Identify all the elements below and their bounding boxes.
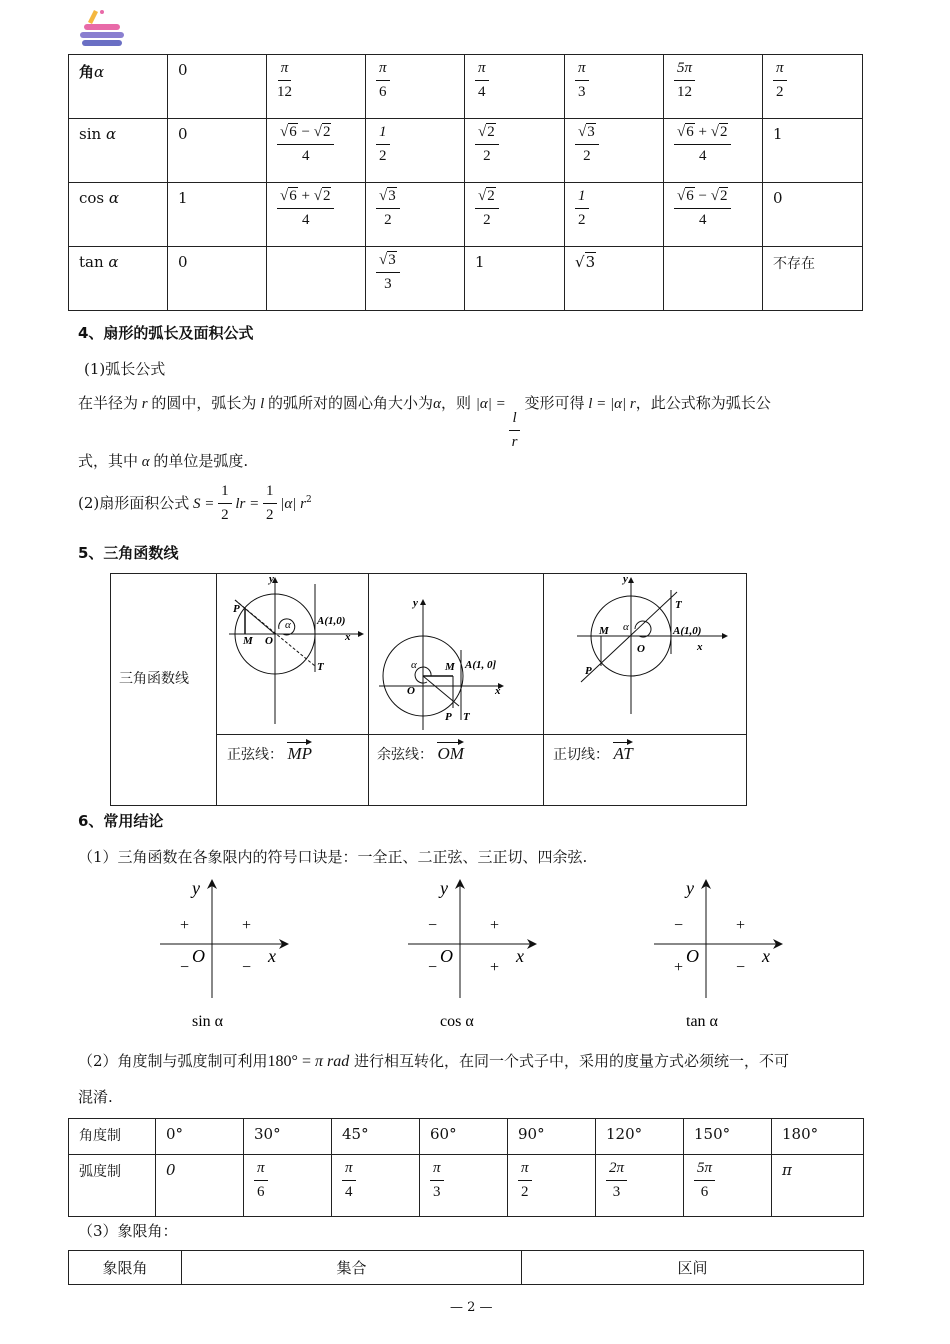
quadrant-angle-label: （3）象限角： (78, 1222, 178, 1240)
sin-quadrant-diagram (160, 878, 288, 1030)
trig-lines-row-label: 三角函数线 (119, 671, 189, 687)
table-cell: 30° (244, 1119, 332, 1155)
table-cell: $\frac{\pi}{4}$ (332, 1155, 420, 1217)
svg-text:x: x (697, 641, 703, 653)
table-cell: $\frac{\pi}{12}$ (267, 55, 366, 119)
conversion-text-2: 混淆. (78, 1088, 113, 1106)
table-cell: $\frac{\pi}{2}$ (763, 55, 863, 119)
trig-lines-table (110, 573, 747, 806)
svg-text:α: α (411, 659, 417, 671)
table-cell: 不存在 (763, 247, 863, 311)
section-4-title: 4、扇形的弧长及面积公式 (78, 324, 254, 342)
row-label: sin α (69, 119, 168, 183)
section-4-sub1: (1)弧长公式 (84, 360, 166, 378)
table-cell: $\frac{1}{2}$ (565, 183, 664, 247)
svg-text:α: α (285, 619, 291, 631)
svg-text:tan α: tan α (686, 1013, 718, 1030)
svg-text:+: + (490, 917, 500, 934)
header-quadrant-angle: 象限角 (69, 1251, 182, 1285)
header-interval: 区间 (522, 1251, 864, 1285)
row-label: 弧度制 (69, 1155, 156, 1217)
row-label: cos α (69, 183, 168, 247)
table-cell: $\frac{1}{2}$ (366, 119, 465, 183)
svg-text:A(1, 0]: A(1, 0] (465, 659, 497, 671)
svg-text:+: + (490, 959, 500, 976)
table-cell: 0 (168, 247, 267, 311)
svg-text:y: y (623, 574, 628, 585)
svg-text:+: + (242, 917, 252, 934)
page-number: — 2 — (450, 1300, 493, 1315)
table-cell: $\frac{\pi}{3}$ (420, 1155, 508, 1217)
table-cell: $\frac{√2}{2}$ (465, 183, 565, 247)
arc-length-paragraph: 在半径为 r 的圆中，弧长为 l 的弧所对的圆心角大小为α，则 |α| = $\frac{l}{r}$ 变形可得 l = |α| r，此公式称为弧长公 (78, 394, 771, 450)
table-cell: $\frac{\pi}{6}$ (366, 55, 465, 119)
section-6-title: 6、常用结论 (78, 812, 164, 830)
svg-text:−: − (242, 959, 252, 976)
svg-text:O: O (686, 946, 699, 966)
tangent-line-caption: 正切线： AT (553, 740, 633, 764)
table-cell: $\frac{5\pi}{12}$ (664, 55, 763, 119)
svg-text:x: x (345, 631, 351, 643)
svg-text:x: x (762, 946, 770, 966)
svg-text:sin α: sin α (192, 1013, 224, 1030)
table-row (69, 55, 863, 119)
table-cell: 1 (763, 119, 863, 183)
table-row (69, 183, 863, 247)
svg-text:T: T (675, 599, 682, 611)
svg-text:P: P (585, 665, 592, 677)
svg-text:A(1,0): A(1,0) (317, 615, 346, 627)
svg-text:cos α: cos α (440, 1013, 474, 1030)
table-cell (664, 247, 763, 311)
svg-text:−: − (736, 959, 746, 976)
svg-text:+: + (736, 917, 746, 934)
table-cell: $\frac{√6 + √2}{4}$ (267, 183, 366, 247)
cos-quadrant-diagram (408, 878, 536, 1030)
row-label: 角α (69, 55, 168, 119)
table-cell: $\frac{√6 - √2}{4}$ (664, 183, 763, 247)
svg-text:O: O (265, 635, 273, 647)
row-label: tan α (69, 247, 168, 311)
svg-text:A(1,0): A(1,0) (673, 625, 702, 637)
table-cell: $\frac{√6 - √2}{4}$ (267, 119, 366, 183)
svg-text:M: M (599, 625, 609, 637)
table-row (69, 119, 863, 183)
table-cell: $\frac{\pi}{6}$ (244, 1155, 332, 1217)
svg-text:T: T (317, 661, 324, 673)
row-label: 角度制 (69, 1119, 156, 1155)
header-set: 集合 (182, 1251, 522, 1285)
table-cell: 120° (596, 1119, 684, 1155)
section-5-title: 5、三角函数线 (78, 544, 179, 562)
table-cell: 1 (168, 183, 267, 247)
svg-text:−: − (428, 917, 438, 934)
table-cell: 45° (332, 1119, 420, 1155)
sine-line-diagram (223, 574, 367, 732)
sine-line-caption: 正弦线： MP (227, 740, 312, 764)
table-cell: 60° (420, 1119, 508, 1155)
svg-text:−: − (674, 917, 684, 934)
table-cell: $\frac{√3}{3}$ (366, 247, 465, 311)
table-cell: 0 (168, 119, 267, 183)
table-row (69, 1155, 864, 1217)
quadrant-angle-table (68, 1250, 864, 1285)
svg-text:O: O (440, 946, 453, 966)
sign-rule-text: （1）三角函数在各象限内的符号口诀是：一全正、二正弦、三正切、四余弦. (78, 848, 588, 866)
logo-icon (78, 6, 128, 50)
svg-text:y: y (686, 878, 694, 898)
trig-values-table (68, 54, 863, 311)
svg-text:α: α (623, 621, 629, 633)
svg-text:x: x (268, 946, 276, 966)
table-cell: $\frac{5\pi}{6}$ (684, 1155, 772, 1217)
degree-radian-table (68, 1118, 864, 1217)
table-cell: $\frac{\pi}{2}$ (508, 1155, 596, 1217)
table-cell: 1 (465, 247, 565, 311)
svg-text:y: y (413, 597, 418, 609)
svg-text:−: − (180, 959, 190, 976)
table-cell: 0 (168, 55, 267, 119)
arc-length-paragraph-2: 式，其中 α 的单位是弧度. (78, 452, 249, 470)
tangent-line-diagram (547, 574, 743, 732)
svg-text:M: M (445, 661, 455, 673)
table-row (69, 247, 863, 311)
table-cell: 0° (156, 1119, 244, 1155)
svg-text:+: + (180, 917, 190, 934)
cosine-line-diagram (373, 590, 541, 732)
table-cell: $\frac{√2}{2}$ (465, 119, 565, 183)
table-row (69, 1119, 864, 1155)
svg-text:x: x (516, 946, 524, 966)
table-cell: π (772, 1155, 864, 1217)
table-cell (267, 247, 366, 311)
svg-text:O: O (637, 643, 645, 655)
table-cell: $\frac{√3}{2}$ (366, 183, 465, 247)
svg-text:y: y (269, 574, 274, 585)
sector-area-formula: (2)扇形面积公式 S = $\frac{1}{2}$ lr = $\frac{1}{2}$ |α| $r^2$ (78, 483, 312, 523)
table-cell: 180° (772, 1119, 864, 1155)
table-cell: $\frac{√3}{2}$ (565, 119, 664, 183)
tan-quadrant-diagram (654, 878, 782, 1030)
table-cell: $\frac{\pi}{4}$ (465, 55, 565, 119)
svg-text:O: O (192, 946, 205, 966)
cosine-line-caption: 余弦线： OM (377, 740, 464, 764)
svg-text:T: T (463, 711, 470, 723)
svg-text:y: y (440, 878, 448, 898)
table-cell: √3 (565, 247, 664, 311)
svg-text:y: y (192, 878, 200, 898)
svg-text:P: P (233, 603, 240, 615)
quadrant-sign-diagrams (150, 872, 800, 1034)
svg-text:O: O (407, 685, 415, 697)
svg-text:x: x (495, 685, 501, 697)
table-cell: 90° (508, 1119, 596, 1155)
conversion-text: （2）角度制与弧度制可利用180° = π rad 进行相互转化，在同一个式子中，采用的度量方式必须统一，不可 (78, 1052, 790, 1070)
svg-text:−: − (428, 959, 438, 976)
table-cell: $\frac{\pi}{3}$ (565, 55, 664, 119)
table-cell: $\frac{2\pi}{3}$ (596, 1155, 684, 1217)
svg-text:P: P (445, 711, 452, 723)
table-cell: 0 (156, 1155, 244, 1217)
table-cell: $\frac{√6 + √2}{4}$ (664, 119, 763, 183)
table-cell: 150° (684, 1119, 772, 1155)
svg-text:M: M (243, 635, 253, 647)
svg-text:+: + (674, 959, 684, 976)
table-cell: 0 (763, 183, 863, 247)
